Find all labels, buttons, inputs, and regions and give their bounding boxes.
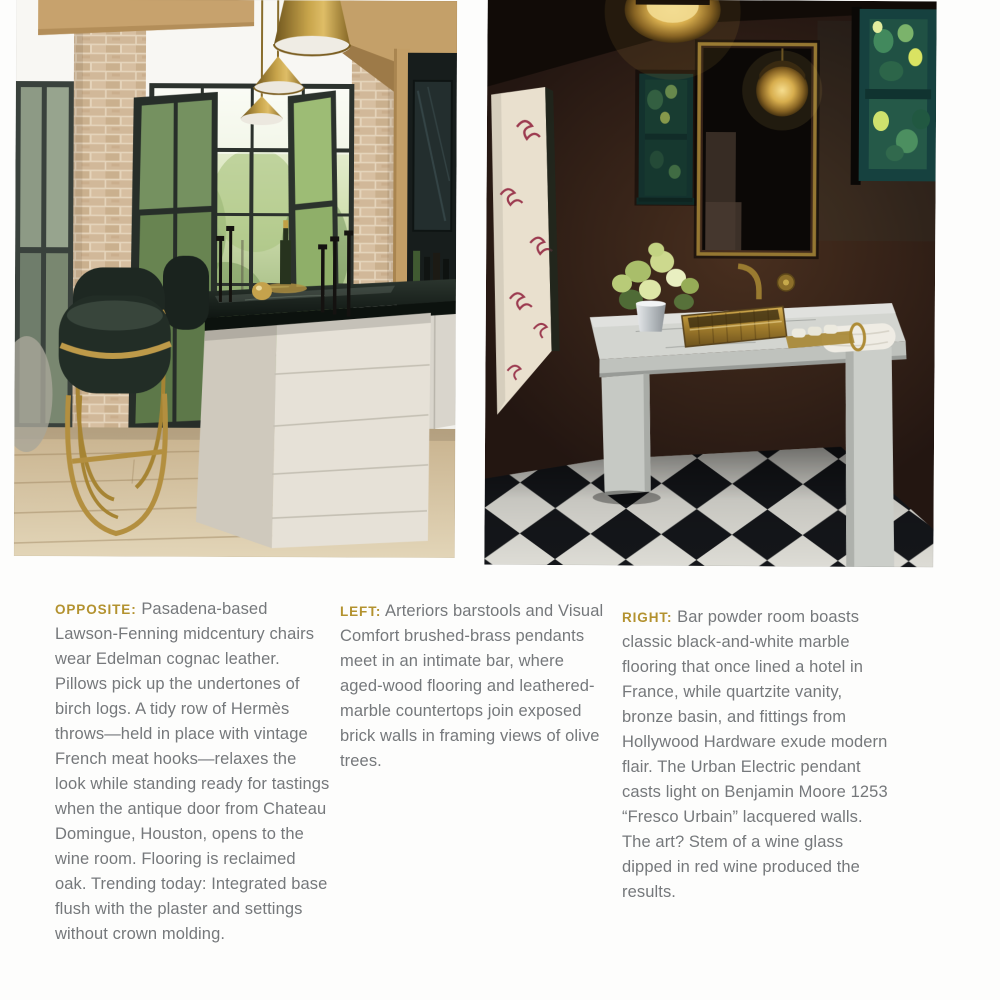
caption-left: [340, 599, 606, 774]
caption-right-text: Bar powder room boasts classic black-and-white marble flooring that once lined a hotel in France, while quartzite vanity, bronze basin, and fittings from Hollywood Hardware exude modern flair. The Urban Electric pendant casts light on Benjamin Moore 1253 “Fresco Urbain” lacquered walls. The art? Stem of a wine glass dipped in red wine produced the results.: [622, 608, 888, 901]
caption-right: [622, 605, 892, 905]
left-window: [634, 70, 697, 206]
kitchen-bar-illustration: [14, 0, 457, 558]
powder-room-illustration: [484, 0, 936, 567]
powder-room-photo: [484, 0, 936, 567]
caption-left-text: Arteriors barstools and Visual Comfort brushed-brass pendants meet in an intimate bar, where aged-wood flooring and leathered-marble countertops join exposed brick walls in framing views of olive trees.: [340, 602, 604, 770]
kitchen-bar-photo: [14, 0, 457, 558]
right-window: [851, 7, 937, 186]
caption-opposite: [55, 597, 331, 947]
caption-left-label: LEFT:: [340, 604, 382, 619]
bar-island: [196, 278, 456, 549]
vanity-mirror: [695, 41, 822, 258]
caption-right-label: RIGHT:: [622, 610, 673, 625]
caption-opposite-text: Pasadena-based Lawson-Fenning midcentury chairs wear Edelman cognac leather. Pillows pick up the undertones of birch logs. A tidy row of Hermès throws—held in place with vintage French meat hooks—relaxes the look while standing ready for tastings when the antique door from Chateau Domingue, Houston, opens to the wine room. Flooring is reclaimed oak. Trending today: Integrated base flush with the plaster and settings without crown molding.: [55, 600, 330, 943]
caption-opposite-label: OPPOSITE:: [55, 602, 137, 617]
